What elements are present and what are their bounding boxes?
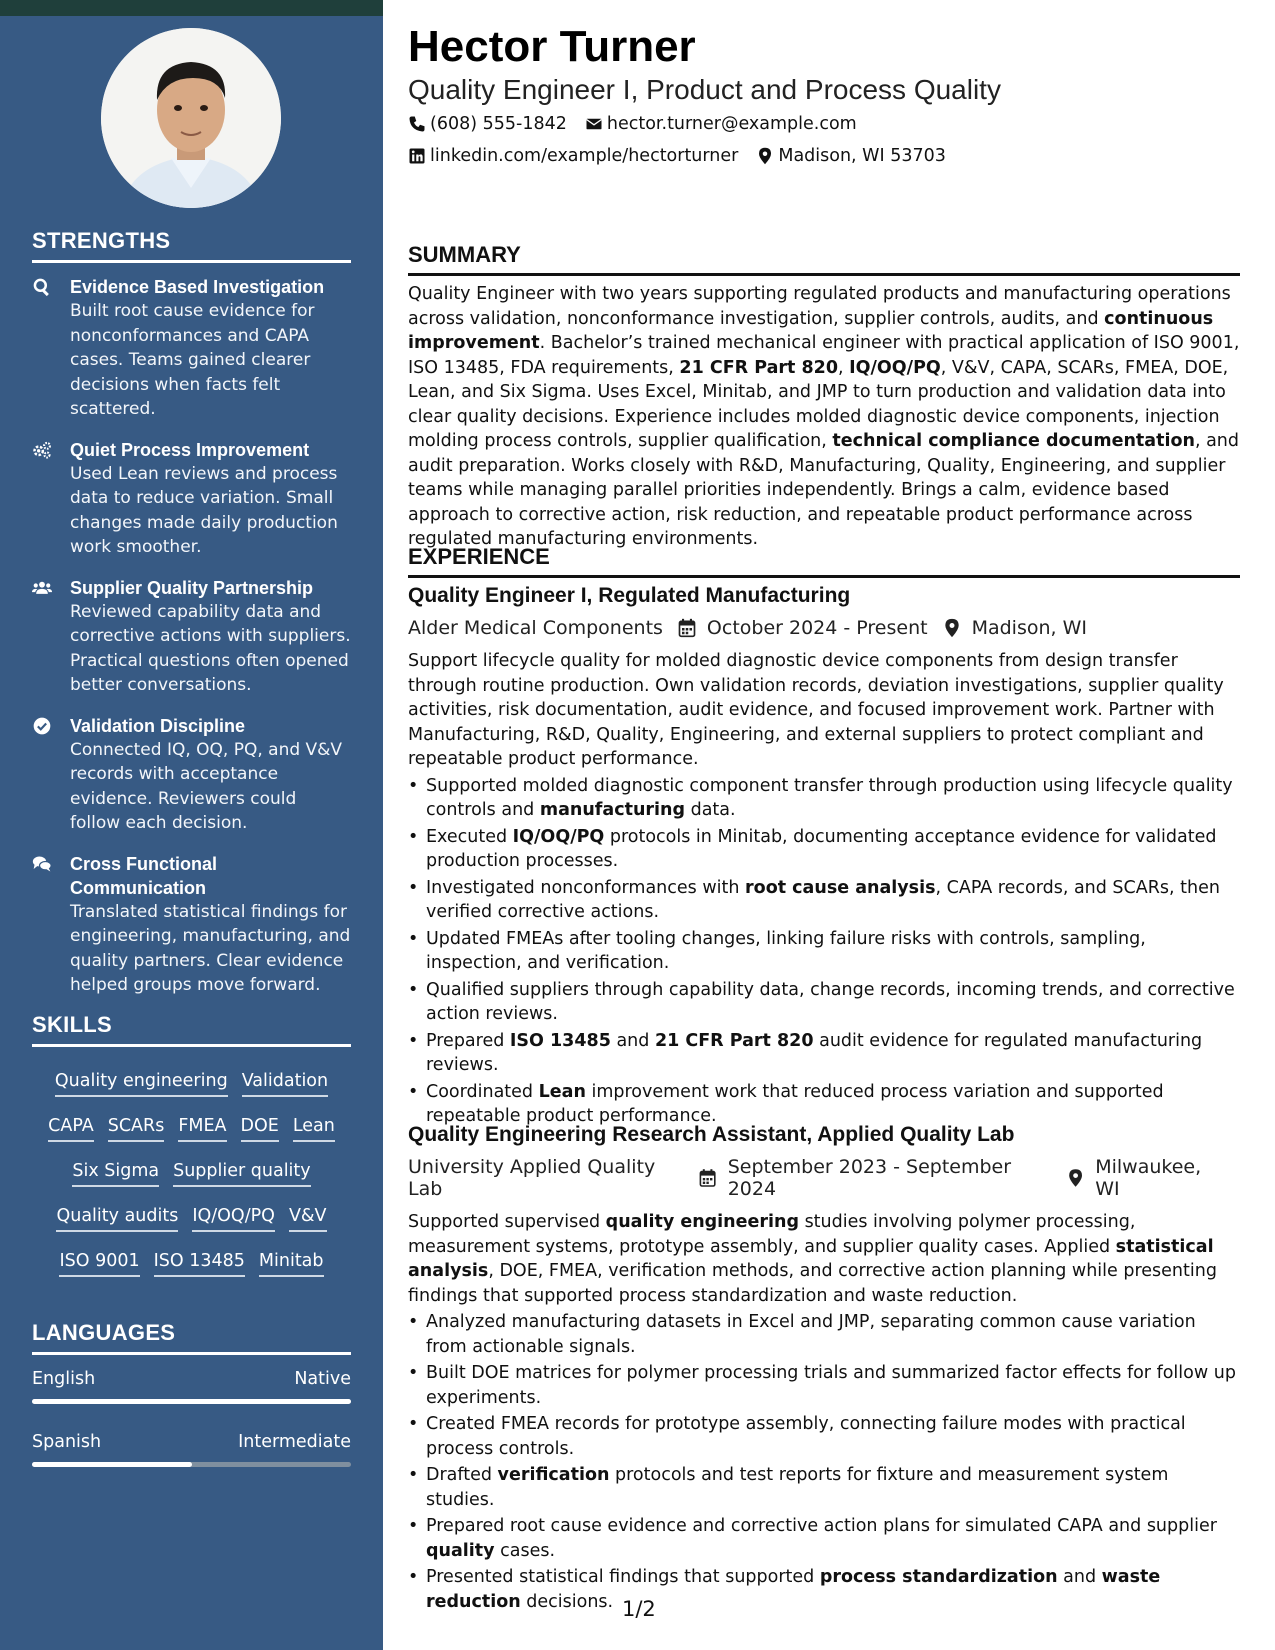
strength-title: Supplier Quality Partnership bbox=[70, 577, 314, 598]
skill-tag: Supplier quality bbox=[173, 1157, 311, 1187]
strength-desc: Reviewed capability data and corrective actions with suppliers. Practical questions often opened better conversations. bbox=[70, 601, 351, 695]
strength-title: Validation Discipline bbox=[70, 715, 246, 736]
sidebar-top-bar bbox=[0, 0, 383, 16]
text-segment: Built DOE matrices for polymer processing trials and summarized factor effects for follow up experiments. bbox=[426, 1363, 1236, 1408]
candidate-name: Hector Turner bbox=[408, 22, 696, 71]
users-icon bbox=[32, 576, 70, 698]
emphasis-text: IQ/OQ/PQ bbox=[512, 826, 605, 847]
language-item bbox=[32, 1369, 351, 1404]
language-proficiency-fill bbox=[32, 1462, 192, 1467]
skill-tag: FMEA bbox=[178, 1112, 226, 1142]
text-segment: , DOE, FMEA, verification methods, and corrective action planning while presenting findings that supported process standardization and waste reduction. bbox=[408, 1261, 1217, 1306]
strengths-title: STRENGTHS bbox=[32, 228, 351, 263]
bullet-item bbox=[408, 1029, 1240, 1078]
comments-icon bbox=[32, 852, 70, 998]
text-segment: Prepared bbox=[426, 1030, 510, 1051]
strength-desc: Used Lean reviews and process data to reduce variation. Small changes made daily production work smoother. bbox=[70, 463, 338, 557]
phone-text: (608) 555-1842 bbox=[430, 114, 567, 134]
emphasis-text: continuous improvement bbox=[408, 308, 1214, 353]
skill-tag: Minitab bbox=[259, 1247, 324, 1277]
job-entry bbox=[408, 584, 1240, 1131]
emphasis-text: statistical analysis bbox=[408, 1236, 1214, 1281]
job-description bbox=[408, 1210, 1240, 1308]
bullet-item bbox=[408, 1361, 1240, 1410]
job-location bbox=[1066, 1156, 1226, 1200]
job-description bbox=[408, 649, 1240, 772]
language-proficiency-bar bbox=[32, 1399, 351, 1404]
text-segment: Supported molded diagnostic component transfer through production using lifecycle quality controls and bbox=[426, 775, 1233, 820]
emphasis-text: manufacturing bbox=[539, 800, 686, 820]
text-segment: , bbox=[838, 357, 850, 378]
skill-tag: DOE bbox=[241, 1112, 279, 1142]
map-pin-icon bbox=[942, 618, 962, 638]
strength-title: Evidence Based Investigation bbox=[70, 277, 325, 297]
job-entry bbox=[408, 1123, 1240, 1616]
contact-phone bbox=[408, 114, 567, 134]
bullet-item bbox=[408, 1463, 1240, 1512]
text-segment: , CAPA records, and SCARs, then verified corrective actions. bbox=[426, 877, 1220, 922]
bullet-item bbox=[408, 1514, 1240, 1563]
summary-title: SUMMARY bbox=[408, 242, 1240, 276]
bullet-item bbox=[408, 1412, 1240, 1461]
text-segment: , and audit preparation. Works closely with R&D, Manufacturing, Quality, Engineering, and supplier teams while managing parallel priorities independently. Brings a calm, evidence based approach to corrective action, risk reduction, and repeatable product performance across regulated manufacturing environments. bbox=[408, 431, 1239, 549]
search-icon bbox=[32, 275, 70, 422]
text-segment: studies involving polymer processing, measurement systems, prototype assembly, and supplier quality cases. Applied bbox=[408, 1212, 1136, 1257]
emphasis-text: 21 CFR Part 820 bbox=[654, 1030, 814, 1051]
languages-title: LANGUAGES bbox=[32, 1320, 351, 1355]
text-segment: and bbox=[1057, 1567, 1102, 1587]
emphasis-text: verification bbox=[497, 1465, 610, 1485]
job-meta bbox=[408, 617, 1240, 639]
text-segment: Investigated nonconformances with bbox=[426, 877, 746, 898]
job-bullets bbox=[408, 774, 1240, 1129]
contact-email bbox=[585, 114, 857, 134]
bullet-item bbox=[408, 1565, 1240, 1614]
emphasis-text: waste reduction bbox=[426, 1567, 1161, 1612]
strength-item bbox=[32, 438, 351, 560]
text-segment: Updated FMEAs after tooling changes, linking failure risks with controls, sampling, inspection, and verification. bbox=[426, 928, 1146, 973]
sidebar bbox=[0, 0, 383, 1650]
emphasis-text: technical compliance documentation bbox=[832, 431, 1195, 451]
job-dates bbox=[698, 1156, 1052, 1200]
profile-photo bbox=[101, 28, 281, 208]
text-segment: Support lifecycle quality for molded diagnostic device components from design transfer through routine production. Own validation records, deviation investigations, supplier quality activities, risk documentation, audit evidence, and focused improvement work. Partner with Manufacturing, R&D, Quality, Engineering, and external suppliers to protect compliant and repeatable product performance. bbox=[408, 651, 1224, 769]
skill-tag: IQ/OQ/PQ bbox=[192, 1202, 275, 1232]
strength-desc: Built root cause evidence for nonconformances and CAPA cases. Teams gained clearer decisions when facts felt scattered. bbox=[70, 301, 315, 419]
summary-text bbox=[408, 282, 1240, 552]
bullet-item bbox=[408, 927, 1240, 976]
job-dates-text: September 2023 - September 2024 bbox=[727, 1156, 1012, 1200]
text-segment: Created FMEA records for prototype assembly, connecting failure modes with practical process controls. bbox=[426, 1414, 1186, 1459]
text-segment: decisions. bbox=[520, 1591, 614, 1612]
text-segment: protocols and test reports for fixture and measurement system studies. bbox=[426, 1465, 1169, 1510]
job-dates-text: October 2024 - Present bbox=[706, 617, 928, 639]
contact-linkedin bbox=[408, 146, 738, 166]
skill-tag: Quality audits bbox=[56, 1202, 178, 1232]
text-segment: Drafted bbox=[426, 1465, 498, 1485]
skill-tag: Quality engineering bbox=[55, 1067, 228, 1097]
text-segment: and bbox=[610, 1030, 655, 1051]
text-segment: data. bbox=[685, 800, 736, 820]
bullet-item bbox=[408, 774, 1240, 823]
candidate-role: Quality Engineer I, Product and Process Quality bbox=[408, 74, 1001, 105]
text-segment: audit evidence for regulated manufacturing reviews. bbox=[426, 1030, 1203, 1075]
language-name: English bbox=[32, 1369, 96, 1389]
skill-tag: ISO 13485 bbox=[154, 1247, 245, 1277]
text-segment: Prepared root cause evidence and corrective action plans for simulated CAPA and supplier bbox=[426, 1516, 1217, 1536]
job-title: Quality Engineering Research Assistant, Applied Quality Lab bbox=[408, 1123, 1015, 1146]
emphasis-text: quality bbox=[426, 1540, 495, 1561]
text-segment: Presented statistical findings that supported bbox=[426, 1567, 820, 1587]
contact-row bbox=[408, 114, 875, 134]
check-circle-icon bbox=[32, 714, 70, 836]
text-segment: Analyzed manufacturing datasets in Excel and JMP, separating common cause variation from actionable signals. bbox=[426, 1312, 1196, 1357]
text-segment: Executed bbox=[426, 826, 513, 847]
bullet-item bbox=[408, 1310, 1240, 1359]
job-location-text: Madison, WI bbox=[971, 617, 1087, 639]
job-location bbox=[942, 617, 1087, 639]
map-pin-icon bbox=[1066, 1168, 1085, 1188]
emphasis-text: process standardization bbox=[819, 1567, 1058, 1587]
strength-item bbox=[32, 576, 351, 698]
language-item bbox=[32, 1432, 351, 1467]
job-meta bbox=[408, 1156, 1240, 1200]
text-segment: protocols in Minitab, documenting acceptance evidence for validated production processes. bbox=[426, 826, 1217, 871]
job-title: Quality Engineer I, Regulated Manufacturing bbox=[408, 584, 851, 607]
job-company: Alder Medical Components bbox=[408, 617, 663, 639]
language-level: Intermediate bbox=[238, 1432, 351, 1452]
job-dates bbox=[677, 617, 928, 639]
experience-title: EXPERIENCE bbox=[408, 544, 1240, 578]
emphasis-text: quality engineering bbox=[605, 1212, 799, 1232]
languages-section bbox=[32, 1320, 351, 1495]
map-pin-icon bbox=[756, 147, 774, 165]
skills-section bbox=[32, 1012, 351, 1284]
skill-tag: Six Sigma bbox=[72, 1157, 159, 1187]
text-segment: Supported supervised bbox=[408, 1212, 606, 1232]
skill-tag: V&V bbox=[289, 1202, 327, 1232]
calendar-icon bbox=[698, 1168, 717, 1188]
bullet-item bbox=[408, 876, 1240, 925]
strength-title: Cross Functional Communication bbox=[70, 853, 218, 898]
skill-tag: SCARs bbox=[108, 1112, 165, 1142]
strength-item bbox=[32, 852, 351, 998]
strength-desc: Connected IQ, OQ, PQ, and V&V records with acceptance evidence. Reviewers could follow each decision. bbox=[70, 739, 343, 833]
emphasis-text: root cause analysis bbox=[745, 877, 936, 898]
strength-title: Quiet Process Improvement bbox=[70, 439, 310, 460]
strength-item bbox=[32, 714, 351, 836]
skill-tag: Validation bbox=[242, 1067, 328, 1097]
phone-icon bbox=[408, 115, 426, 133]
gears-icon bbox=[32, 438, 70, 560]
text-segment: Quality Engineer with two years supporting regulated products and manufacturing operations across validation, nonconformance investigation, supplier controls, audits, and bbox=[408, 284, 1231, 329]
text-segment: . Bachelor’s trained mechanical engineer with practical application of ISO 9001, ISO 13485, FDA requirements, bbox=[408, 333, 1240, 378]
job-location-text: Milwaukee, WI bbox=[1095, 1156, 1202, 1200]
calendar-icon bbox=[677, 618, 697, 638]
language-level: Native bbox=[294, 1369, 351, 1389]
bullet-item bbox=[408, 825, 1240, 874]
bullet-item bbox=[408, 978, 1240, 1027]
bullet-item bbox=[408, 1080, 1240, 1129]
job-company: University Applied Quality Lab bbox=[408, 1156, 656, 1200]
page-number: 1/2 bbox=[622, 1597, 656, 1621]
language-name: Spanish bbox=[32, 1432, 102, 1452]
text-segment: Coordinated bbox=[426, 1081, 539, 1102]
envelope-icon bbox=[585, 115, 603, 133]
skill-tag: Lean bbox=[293, 1112, 335, 1142]
strengths-section bbox=[32, 228, 351, 1014]
contact-row bbox=[408, 146, 964, 166]
emphasis-text: Lean bbox=[538, 1081, 586, 1102]
emphasis-text: IQ/OQ/PQ bbox=[849, 357, 941, 378]
skill-tag: CAPA bbox=[48, 1112, 94, 1142]
strength-desc: Translated statistical findings for engineering, manufacturing, and quality partners. Clear evidence helped groups move forward. bbox=[70, 901, 351, 995]
text-segment: cases. bbox=[494, 1540, 556, 1561]
email-text: hector.turner@example.com bbox=[606, 114, 857, 134]
language-proficiency-bar bbox=[32, 1462, 351, 1467]
linkedin-icon bbox=[408, 147, 426, 165]
skills-list bbox=[32, 1059, 351, 1284]
location-text: Madison, WI 53703 bbox=[778, 146, 946, 166]
text-segment: improvement work that reduced process variation and supported repeatable product performance. bbox=[426, 1081, 1164, 1126]
linkedin-text: linkedin.com/example/hectorturner bbox=[430, 146, 739, 166]
strength-item bbox=[32, 275, 351, 422]
language-proficiency-fill bbox=[32, 1399, 351, 1404]
emphasis-text: 21 CFR Part 820 bbox=[679, 357, 838, 378]
text-segment: , V&V, CAPA, SCARs, FMEA, DOE, Lean, and Six Sigma. Uses Excel, Minitab, and JMP to turn production and validation data into clear quality decisions. Experience includes molded diagnostic device components, injection molding process controls, supplier qualification, bbox=[408, 357, 1229, 451]
contact-location bbox=[756, 146, 946, 166]
skills-title: SKILLS bbox=[32, 1012, 351, 1047]
job-bullets bbox=[408, 1310, 1240, 1614]
skill-tag: ISO 9001 bbox=[59, 1247, 139, 1277]
text-segment: Qualified suppliers through capability data, change records, incoming trends, and corrective action reviews. bbox=[426, 979, 1235, 1024]
emphasis-text: ISO 13485 bbox=[509, 1030, 611, 1051]
